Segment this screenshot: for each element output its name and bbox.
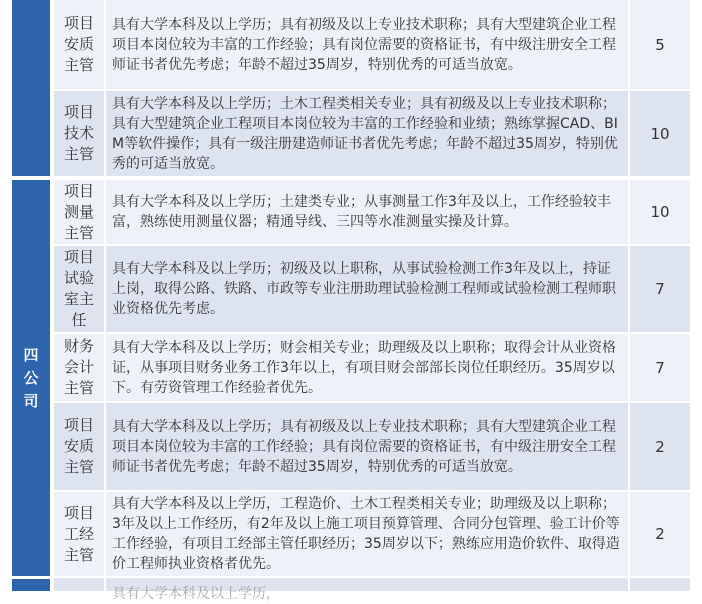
headcount-cell: 7 bbox=[630, 334, 690, 401]
requirements-text: 具有大学本科及以上学历；初级及以上职称，从事试验检测工作3年及以上，持证上岗，取得公路、铁路、市政等专业注册助理试验检测工程师或试验检测工程师职业资格优先考虑。 bbox=[112, 261, 616, 317]
position-cell bbox=[54, 91, 106, 176]
department-cell-previous bbox=[12, 0, 50, 176]
table-row bbox=[54, 91, 690, 176]
requirements-text: 具有大学本科及以上学历，工程造价、土木工程类相关专业；助理级及以上职称；3年及以上工作经历，有2年及以上施工项目预算管理、合同分包管理、验工计价等工作经验，有项目工经部主管任职经历；35周岁以下；熟练应用造价软件、取得造价工程师执业资格者优先。 bbox=[112, 496, 620, 572]
table-row bbox=[54, 0, 690, 89]
position-cell bbox=[54, 403, 106, 490]
table-row bbox=[54, 334, 690, 401]
requirements-cell bbox=[106, 334, 630, 401]
position-title: 项目测量主管 bbox=[63, 181, 94, 242]
requirements-text: 具有大学本科及以上学历；具有初级及以上专业技术职称；具有大型建筑企业工程项目本岗位较为丰富的工作经验；具有岗位需要的资格证书，有中级注册安全工程师证书者优先考虑；年龄不超过35周岁，特别优秀的可适当放宽。 bbox=[112, 418, 616, 475]
headcount-cell: 2 bbox=[630, 403, 690, 490]
position-title: 项目安质主管 bbox=[63, 14, 94, 74]
position-title: 项目试验室主任 bbox=[63, 248, 94, 329]
table-row bbox=[54, 403, 690, 490]
headcount-cell: 2 bbox=[630, 492, 690, 576]
requirements-cell bbox=[106, 403, 630, 490]
requirements-text: 具有大学本科及以上学历；土木工程类相关专业；具有初级及以上专业技术职称；具有大型建筑企业工程项目本岗位较为丰富的工作经验和业绩；熟练掌握CAD、BIM等软件操作；具有一级注册建造师证书者优先考虑；年龄不超过35周岁，特别优秀的可适当放宽。 bbox=[112, 95, 618, 172]
requirements-cell bbox=[106, 0, 630, 89]
table-row bbox=[54, 246, 690, 332]
position-title: 项目工经主管 bbox=[63, 503, 94, 564]
requirements-text: 具有大学本科及以上学历；财会相关专业；助理级及以上职称；取得会计从业资格证，从事项目财务业务工作3年以上，有项目财会部部长岗位任职经历。35周岁以下。有劳资管理工作经验者优先。 bbox=[112, 339, 616, 396]
table-row bbox=[54, 492, 690, 576]
position-cell bbox=[54, 578, 106, 591]
requirements-cell bbox=[106, 180, 630, 244]
requirements-cell bbox=[106, 492, 630, 576]
requirements-text-partial: 具有大学本科及以上学历， bbox=[112, 586, 280, 602]
position-cell bbox=[54, 492, 106, 576]
department-cell-next bbox=[12, 579, 50, 591]
requirements-text: 具有大学本科及以上学历；具有初级及以上专业技术职称；具有大型建筑企业工程项目本岗位较为丰富的工作经验；具有岗位需要的资格证书，有中级注册安全工程师证书者优先考虑；年龄不超过35周岁，特别优秀的可适当放宽。 bbox=[112, 16, 616, 73]
position-cell bbox=[54, 334, 106, 401]
position-title: 项目安质主管 bbox=[63, 416, 94, 476]
headcount-cell: 5 bbox=[630, 0, 690, 89]
headcount-cell: 10 bbox=[630, 180, 690, 244]
position-cell bbox=[54, 0, 106, 89]
requirements-cell bbox=[106, 578, 630, 602]
table-row bbox=[54, 180, 690, 244]
position-cell bbox=[54, 180, 106, 244]
position-cell bbox=[54, 246, 106, 332]
headcount-cell: 10 bbox=[630, 91, 690, 176]
headcount-cell bbox=[630, 578, 690, 591]
requirements-cell bbox=[106, 91, 630, 176]
requirements-cell bbox=[106, 246, 630, 332]
position-title: 项目技术主管 bbox=[63, 103, 94, 163]
headcount-cell: 7 bbox=[630, 246, 690, 332]
requirements-text: 具有大学本科及以上学历；土建类专业；从事测量工作3年及以上，工作经验较丰富，熟练使用测量仪器；精通导线、三四等水准测量实操及计算。 bbox=[112, 194, 611, 230]
position-title: 财务会计主管 bbox=[63, 337, 94, 397]
department-cell bbox=[12, 180, 50, 576]
department-label: 四公司 bbox=[23, 345, 39, 410]
table-row-partial bbox=[54, 578, 690, 602]
